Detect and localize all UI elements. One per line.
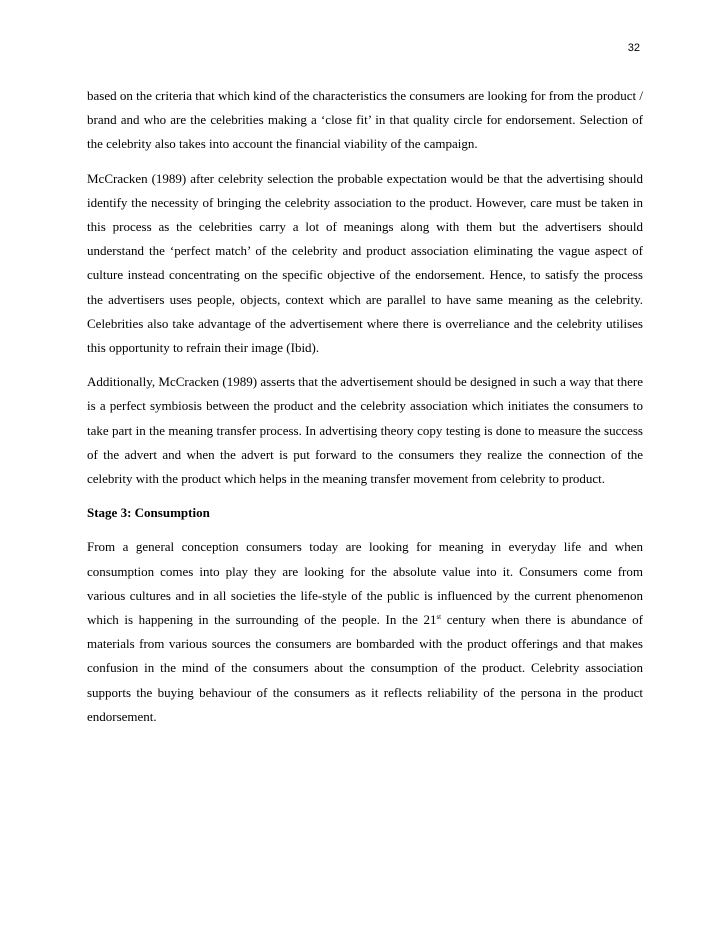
paragraph-mccracken-symbiosis: Additionally, McCracken (1989) asserts that the advertisement should be designed in such a way that there is a perfect symbiosis between the product and the celebrity association which initiates the consumers to take part in the meaning transfer process. In advertising theory copy testing is done to measure the success of the advert and when the advert is put forward to the consumers they realize the connection of the celebrity with the product which helps in the meaning transfer movement from celebrity to product.: [87, 374, 643, 487]
document-body: [87, 84, 643, 739]
section-heading: Stage 3: Consumption: [87, 505, 210, 521]
paragraph-consumption-text-end: century when there is abundance of materials from various sources the consumers are bombarded with the product offerings and that makes confusion in the mind of the consumers about the consumption of the product. Celebrity association supports the buying behaviour of the consumers as it reflects reliability of the persona in the product endorsement.: [87, 612, 643, 724]
paragraph-consumption-text-start: From a general conception consumers today are looking for meaning in everyday life and when consumption comes into play they are looking for the absolute value into it. Consumers come from various cultures and in all societies the life-style of the public is influenced by the current phenomenon which is happening in the surrounding of the people. In the 21: [87, 539, 643, 628]
page-number: 32: [627, 42, 640, 54]
paragraph-mccracken-selection: McCracken (1989) after celebrity selection the probable expectation would be that the advertising should identify the necessity of bringing the celebrity association to the product. However, care must be taken in this process as the celebrities carry a lot of meanings along with them but the advertisers should understand the ‘perfect match’ of the celebrity and product association eliminating the vague aspect of culture instead concentrating on the specific objective of the endorsement. Hence, to satisfy the process the advertisers uses people, objects, context which are parallel to have same meaning as the celebrity. Celebrities also take advantage of the advertisement where there is overreliance and the celebrity utilises this opportunity to refrain their image (Ibid).: [87, 170, 643, 356]
ordinal-suffix: st: [436, 613, 442, 622]
paragraph-consumption: [87, 535, 643, 729]
paragraph-criteria: based on the criteria that which kind of the characteristics the consumers are looking for from the product / brand and who are the celebrities making a ‘close fit’ in that quality circle for endorsement. Selection of the celebrity also takes into account the financial viability of the campaign.: [87, 88, 643, 152]
